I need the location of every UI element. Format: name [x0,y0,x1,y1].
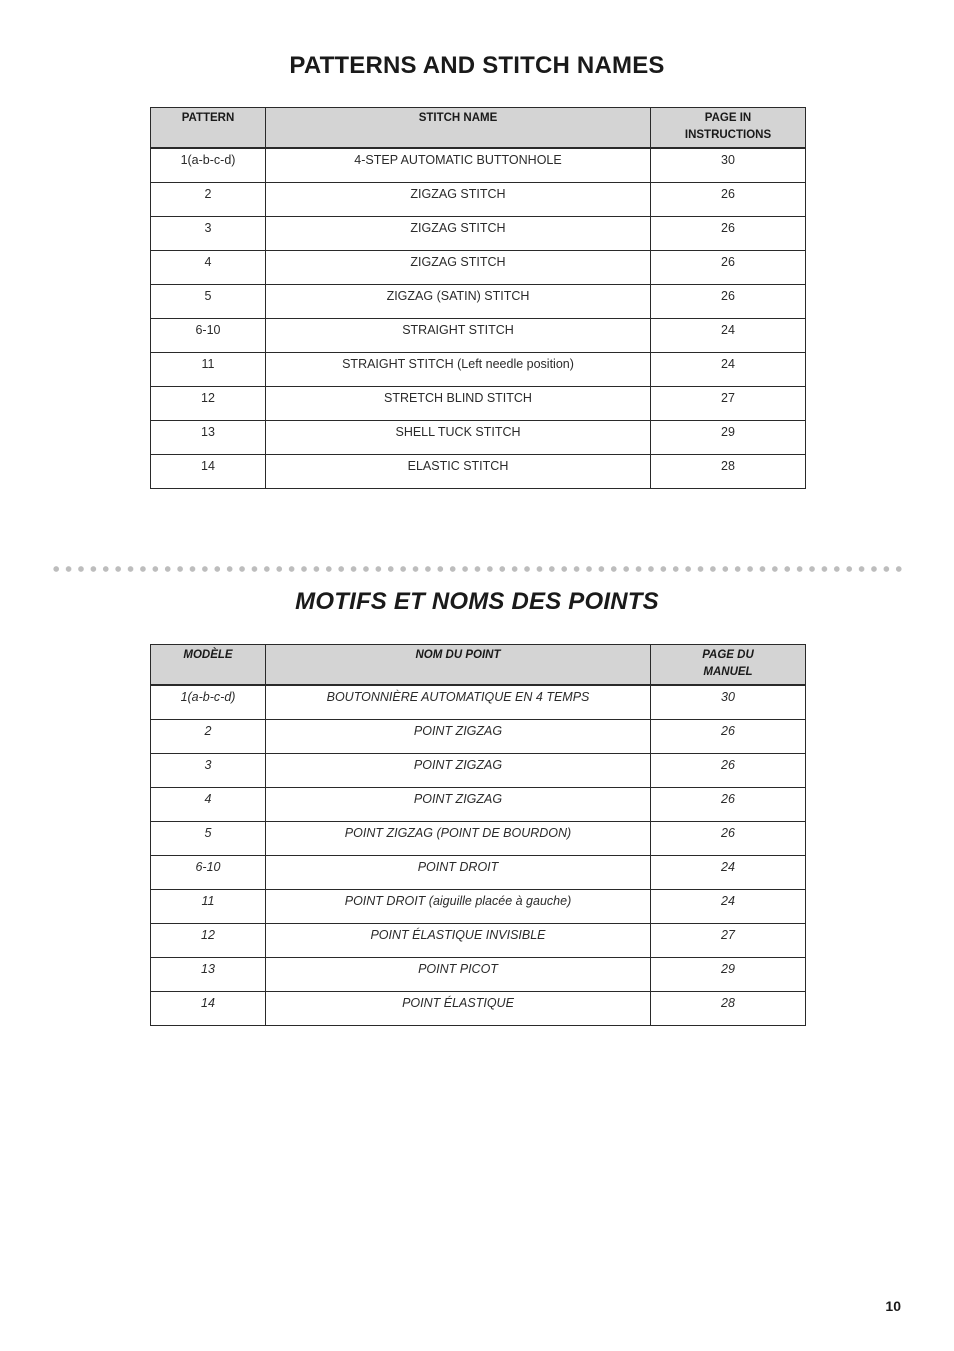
table-row [151,285,806,319]
page-cell: 30 [651,148,806,183]
header-pattern: PATTERN [151,108,266,149]
pattern-cell: 3 [151,754,266,788]
english-stitch-table [150,107,806,489]
table-row [151,924,806,958]
stitch-name-cell: BOUTONNIÈRE AUTOMATIQUE EN 4 TEMPS [266,685,651,720]
pattern-cell: 6-10 [151,856,266,890]
dotted-divider [50,565,904,573]
table-row [151,754,806,788]
table-header-row [151,108,806,149]
page-cell: 26 [651,217,806,251]
page-cell: 26 [651,754,806,788]
pattern-cell: 11 [151,353,266,387]
table-row [151,720,806,754]
pattern-cell: 5 [151,822,266,856]
table-row [151,455,806,489]
table-row [151,217,806,251]
pattern-cell: 12 [151,387,266,421]
page-number: 10 [885,1298,901,1314]
header-modele: MODÈLE [151,645,266,686]
table-row [151,353,806,387]
page-cell: 26 [651,285,806,319]
pattern-cell: 13 [151,958,266,992]
stitch-name-cell: ELASTIC STITCH [266,455,651,489]
header-stitch-name: STITCH NAME [266,108,651,149]
stitch-name-cell: POINT ÉLASTIQUE INVISIBLE [266,924,651,958]
page-cell: 29 [651,958,806,992]
pattern-cell: 5 [151,285,266,319]
page-cell: 24 [651,890,806,924]
french-stitch-table [150,644,806,1026]
page-cell: 30 [651,685,806,720]
table-row [151,856,806,890]
stitch-name-cell: ZIGZAG STITCH [266,183,651,217]
stitch-name-cell: 4-STEP AUTOMATIC BUTTONHOLE [266,148,651,183]
stitch-name-cell: POINT ZIGZAG [266,720,651,754]
stitch-name-cell: POINT DROIT (aiguille placée à gauche) [266,890,651,924]
stitch-name-cell: POINT ÉLASTIQUE [266,992,651,1026]
page-cell: 26 [651,788,806,822]
table-row [151,788,806,822]
stitch-name-cell: SHELL TUCK STITCH [266,421,651,455]
table-row [151,387,806,421]
pattern-cell: 2 [151,183,266,217]
stitch-name-cell: ZIGZAG STITCH [266,251,651,285]
table-row [151,992,806,1026]
header-nom-du-point: NOM DU POINT [266,645,651,686]
table-header-row [151,645,806,686]
table-row [151,148,806,183]
table-row [151,958,806,992]
pattern-cell: 14 [151,992,266,1026]
page-cell: 26 [651,822,806,856]
table-row [151,890,806,924]
pattern-cell: 2 [151,720,266,754]
page-cell: 26 [651,251,806,285]
stitch-name-cell: STRETCH BLIND STITCH [266,387,651,421]
page-cell: 26 [651,183,806,217]
pattern-cell: 4 [151,788,266,822]
pattern-cell: 4 [151,251,266,285]
table-row [151,183,806,217]
table-row [151,822,806,856]
page-cell: 24 [651,353,806,387]
pattern-cell: 14 [151,455,266,489]
stitch-name-cell: POINT ZIGZAG (POINT DE BOURDON) [266,822,651,856]
pattern-cell: 11 [151,890,266,924]
pattern-cell: 1(a-b-c-d) [151,685,266,720]
table-row [151,319,806,353]
page-cell: 24 [651,319,806,353]
page-cell: 28 [651,455,806,489]
pattern-cell: 3 [151,217,266,251]
stitch-name-cell: POINT ZIGZAG [266,754,651,788]
stitch-name-cell: STRAIGHT STITCH (Left needle position) [266,353,651,387]
table-row [151,421,806,455]
pattern-cell: 6-10 [151,319,266,353]
header-page: PAGE IN INSTRUCTIONS [651,108,806,149]
french-section-title: MOTIFS ET NOMS DES POINTS [295,588,659,615]
pattern-cell: 1(a-b-c-d) [151,148,266,183]
page-cell: 24 [651,856,806,890]
page-cell: 26 [651,720,806,754]
header-page-du-manuel: PAGE DU MANUEL [651,645,806,686]
page-cell: 28 [651,992,806,1026]
table-row [151,251,806,285]
page-cell: 29 [651,421,806,455]
stitch-name-cell: POINT DROIT [266,856,651,890]
table-row [151,685,806,720]
english-section-title: PATTERNS AND STITCH NAMES [289,52,665,79]
stitch-name-cell: ZIGZAG (SATIN) STITCH [266,285,651,319]
stitch-name-cell: POINT ZIGZAG [266,788,651,822]
page-cell: 27 [651,387,806,421]
stitch-name-cell: POINT PICOT [266,958,651,992]
stitch-name-cell: STRAIGHT STITCH [266,319,651,353]
page-cell: 27 [651,924,806,958]
stitch-name-cell: ZIGZAG STITCH [266,217,651,251]
pattern-cell: 13 [151,421,266,455]
pattern-cell: 12 [151,924,266,958]
